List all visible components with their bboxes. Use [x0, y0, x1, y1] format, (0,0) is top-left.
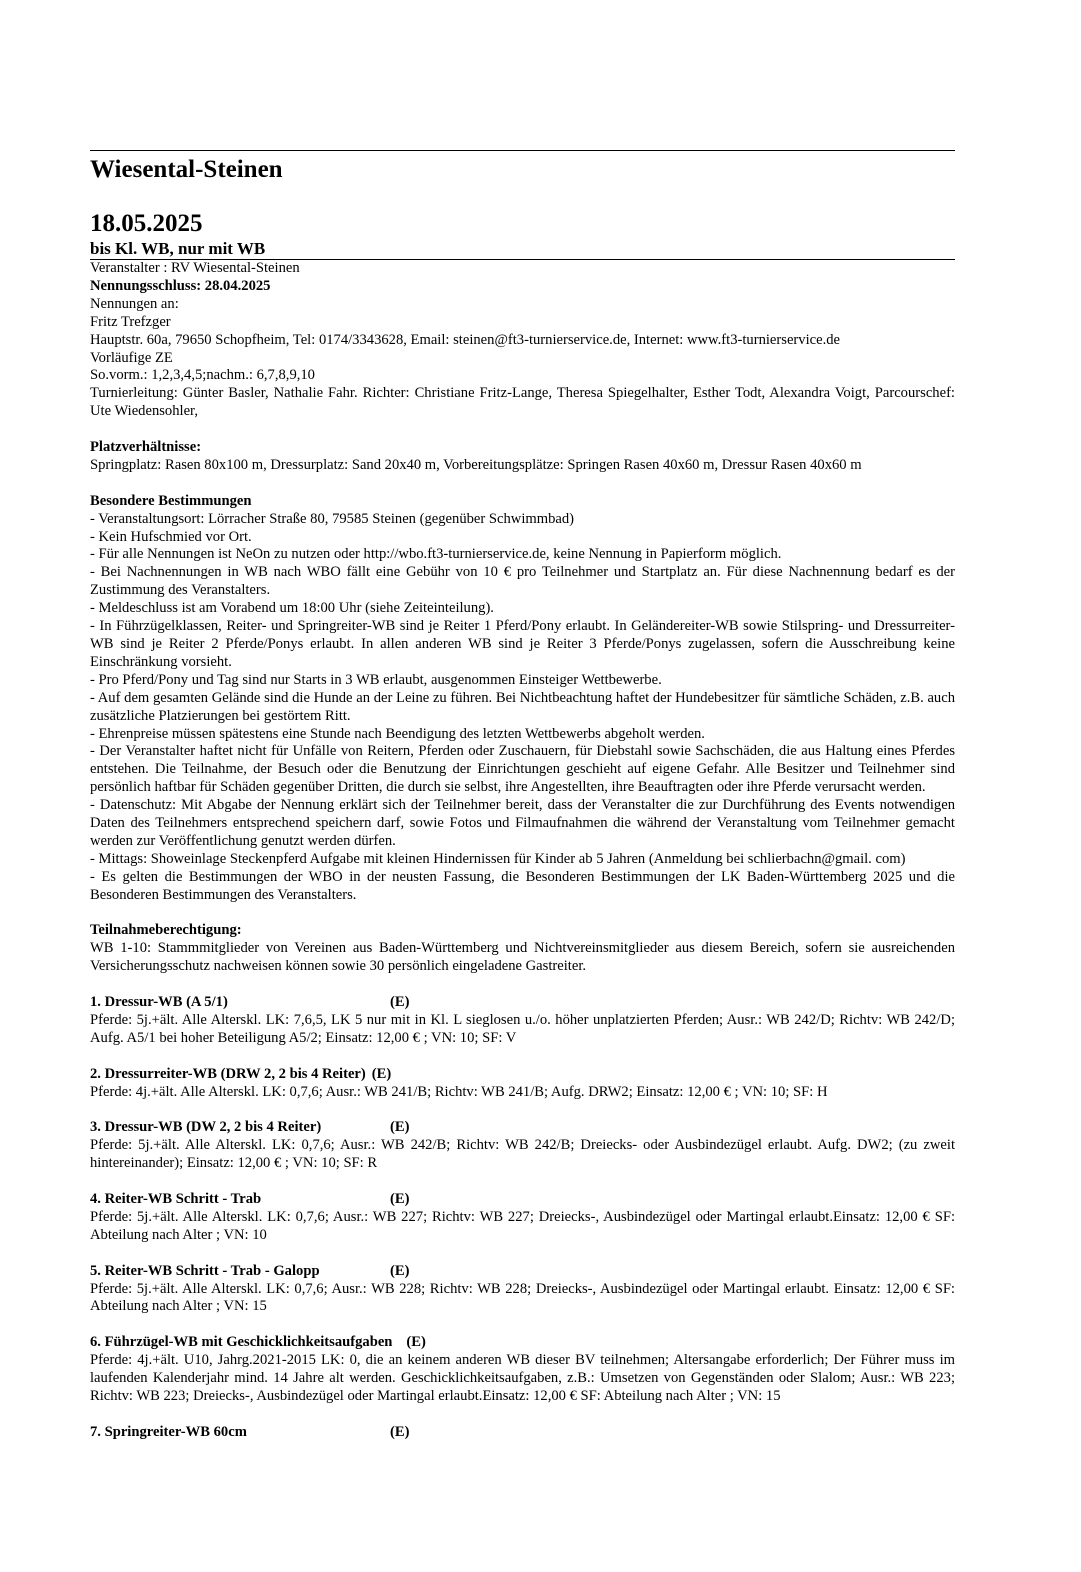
- competition-3: [90, 1119, 955, 1173]
- competition-2: [90, 1066, 955, 1102]
- competition-name: 1. Dressur-WB (A 5/1): [90, 994, 228, 1011]
- besondere-item: - Datenschutz: Mit Abgabe der Nennung erklärt sich der Teilnehmer bereit, dass der Veranstalter die zur Durchführung des Events notwendigen Daten des Teilnehmers entsprechend speichern darf, sowie Fotos und Filmaufnahmen die während der Veranstaltung vom Teilnehmer gemacht werden zur Veröffentlichung genutzt werden dürfen.: [90, 797, 955, 849]
- besondere-item: - Der Veranstalter haftet nicht für Unfälle von Reitern, Pferden oder Zuschauern, für Diebstahl sowie Sachschäden, die aus Haltung eines Pferdes entstehen. Die Teilnahme, der Besuch oder die Benutzung der Einrichtungen geschieht auf eigene Gefahr. Alle Besitzer und Teilnehmer sind persönlich haftbar für Schäden gegenüber Dritten, die durch sie selbst, ihre Angestellten, ihre Beauftragten oder ihre Pferde verursacht werden.: [90, 743, 955, 796]
- platz-heading: Platzverhältnisse:: [90, 439, 202, 456]
- competition-mark: (E): [390, 994, 410, 1011]
- competition-details: Pferde: 5j.+ält. Alle Alterskl. LK: 0,7,6; Ausr.: WB 228; Richtv: WB 228; Dreiecks-, Ausbindezügel oder Martingal erlaubt. Einsatz: 12,00 € SF: Abteilung nach Alter ; VN: 15: [90, 1280, 955, 1315]
- event-subtitle: bis Kl. WB, nur mit WB: [90, 239, 266, 258]
- competition-7: [90, 1424, 955, 1442]
- besondere-item: - Ehrenpreise müssen spätestens eine Stunde nach Beendigung des letzten Wettbewerbs abgeholt werden.: [90, 725, 705, 742]
- besondere-item: - Veranstaltungsort: Lörracher Straße 80, 79585 Steinen (gegenüber Schwimmbad): [90, 510, 575, 527]
- info-block: [90, 260, 955, 421]
- besondere-item: - Meldeschluss ist am Vorabend um 18:00 Uhr (siehe Zeiteinteilung).: [90, 600, 494, 617]
- competition-4: [90, 1191, 955, 1245]
- competition-name: 3. Dressur-WB (DW 2, 2 bis 4 Reiter): [90, 1119, 322, 1136]
- competition-title: [90, 1263, 955, 1281]
- competition-mark: (E): [390, 1262, 410, 1279]
- besondere-item: - Kein Hufschmied vor Ort.: [90, 528, 252, 545]
- schedule-line: So.vorm.: 1,2,3,4,5;nachm.: 6,7,8,9,10: [90, 367, 315, 384]
- competition-title: [90, 1191, 955, 1209]
- competition-name: 5. Reiter-WB Schritt - Trab - Galopp: [90, 1262, 320, 1279]
- competition-mark: (E): [371, 1065, 392, 1082]
- ze-line: Vorläufige ZE: [90, 349, 173, 366]
- top-rule: [90, 150, 955, 151]
- competition-mark: (E): [406, 1334, 426, 1351]
- competition-title: [90, 1424, 955, 1442]
- besondere-item: - In Führzügelklassen, Reiter- und Springreiter-WB sind je Reiter 1 Pferd/Pony erlaubt. In Geländereiter-WB sowie Stilspring- und Dressurreiter-WB sind je Reiter 2 Pferde/Ponys erlaubt. In allen anderen WB sind je Reiter 3 Pferde/Ponys zugelassen, sofern die Ausschreibung keine Einschränkung vorsieht.: [90, 618, 955, 670]
- besondere-item: - Auf dem gesamten Gelände sind die Hunde an der Leine zu führen. Bei Nichtbeachtung haftet der Hundebesitzer für sämtliche Schäden, z.B. auch zusätzliche Platzierungen bei gestörtem Ritt.: [90, 689, 955, 724]
- competition-title: [90, 994, 955, 1012]
- competition-title: [90, 1334, 955, 1352]
- nennungsschluss-date: 28.04.2025: [204, 277, 271, 294]
- document-page: [90, 150, 955, 1442]
- besondere-item: - Mittags: Showeinlage Steckenpferd Aufgabe mit kleinen Hindernissen für Kinder ab 5 Jahren (Anmeldung bei schlierbachn@gmail. com): [90, 850, 906, 867]
- officials-line: Turnierleitung: Günter Basler, Nathalie Fahr. Richter: Christiane Fritz-Lange, Theresa Spiegelhalter, Esther Todt, Alexandra Voigt, Parcourschef: Ute Wiedensohler,: [90, 385, 955, 420]
- competition-name: 4. Reiter-WB Schritt - Trab: [90, 1191, 262, 1208]
- competition-5: [90, 1263, 955, 1317]
- competition-details: Pferde: 4j.+ält. U10, Jahrg.2021-2015 LK: 0, die an keinem anderen WB dieser BV teilnehmen; Altersangabe erforderlich; Der Führer muss im laufenden Kalenderjahr mind. 14 Jahre alt werden. Geschicklichkeitsaufgaben, z.B.: Umsetzen von Gegenständen oder Slalom; Ausr.: WB 223; Richtv: WB 223; Dreiecks-, Ausbindezügel oder Martingal erlaubt.Einsatz: 12,00 € SF: Abteilung nach Alter ; VN: 15: [90, 1352, 955, 1404]
- besondere-section: [90, 493, 955, 905]
- competition-6: [90, 1334, 955, 1406]
- teilnahme-text: WB 1-10: Stammmitglieder von Vereinen aus Baden-Württemberg und Nichtvereinsmitglieder aus diesem Bereich, sofern sie ausreichenden Versicherungsschutz nachweisen können sowie 30 persönlich eingeladene Gastreiter.: [90, 940, 955, 975]
- competition-mark: (E): [390, 1119, 410, 1136]
- nennungsschluss-label: Nennungsschluss:: [90, 277, 202, 294]
- nennungsschluss-line: [90, 278, 955, 296]
- contact-details: Hauptstr. 60a, 79650 Schopfheim, Tel: 0174/3343628, Email: steinen@ft3-turnierservice.de, Internet: www.ft3-turnierservice.de: [90, 331, 841, 348]
- contact-name: Fritz Trefzger: [90, 313, 171, 330]
- besondere-item: - Bei Nachnennungen in WB nach WBO fällt eine Gebühr von 10 € pro Teilnehmer und Startplatz an. Für diese Nachnennung bedarf es der Zustimmung des Veranstalters.: [90, 564, 955, 599]
- competition-title: [90, 1066, 955, 1084]
- besondere-heading: Besondere Bestimmungen: [90, 492, 252, 509]
- besondere-item: - Es gelten die Bestimmungen der WBO in der neusten Fassung, die Besonderen Bestimmungen der LK Baden-Württemberg 2025 und die Besonderen Bestimmungen des Veranstalters.: [90, 868, 955, 903]
- nennungen-an-line: Nennungen an:: [90, 295, 179, 312]
- competition-1: [90, 994, 955, 1048]
- competition-details: Pferde: 4j.+ält. Alle Alterskl. LK: 0,7,6; Ausr.: WB 241/B; Richtv: WB 241/B; Aufg. DRW2; Einsatz: 12,00 € ; VN: 10; SF: H: [90, 1083, 828, 1100]
- competition-title: [90, 1119, 955, 1137]
- competition-name: 2. Dressurreiter-WB (DRW 2, 2 bis 4 Reiter): [90, 1065, 366, 1082]
- competition-name: 7. Springreiter-WB 60cm: [90, 1423, 247, 1440]
- besondere-item: - Für alle Nennungen ist NeOn zu nutzen oder http://wbo.ft3-turnierservice.de, keine Nennung in Papierform möglich.: [90, 546, 782, 563]
- besondere-item: - Pro Pferd/Pony und Tag sind nur Starts in 3 WB erlaubt, ausgenommen Einsteiger Wettbewerbe.: [90, 671, 662, 688]
- competition-name: 6. Führzügel-WB mit Geschicklichkeitsaufgaben: [90, 1334, 393, 1351]
- competition-details: Pferde: 5j.+ält. Alle Alterskl. LK: 7,6,5, LK 5 nur mit in Kl. L sieglosen u./o. höher unplatzierten Pferden; Ausr.: WB 242/D; Richtv: WB 242/D; Aufg. A5/1 bei hoher Beteiligung A5/2; Einsatz: 12,00 € ; VN: 10; SF: V: [90, 1012, 955, 1046]
- competition-mark: (E): [390, 1423, 410, 1440]
- teilnahme-section: [90, 922, 955, 976]
- competition-details: Pferde: 5j.+ält. Alle Alterskl. LK: 0,7,6; Ausr.: WB 227; Richtv: WB 227; Dreiecks-, Ausbindezügel oder Martingal erlaubt.Einsatz: 12,00 € SF: Abteilung nach Alter ; VN: 10: [90, 1208, 955, 1243]
- veranstalter-line: Veranstalter : RV Wiesental-Steinen: [90, 260, 300, 276]
- competition-details: Pferde: 5j.+ält. Alle Alterskl. LK: 0,7,6; Ausr.: WB 242/B; Richtv: WB 242/B; Dreiecks- oder Ausbindezügel erlaubt. Aufg. DW2; (zu zweit hintereinander); Einsatz: 12,00 € ; VN: 10; SF: R: [90, 1137, 955, 1172]
- event-place-heading: Wiesental-Steinen: [90, 156, 283, 183]
- teilnahme-heading: Teilnahmeberechtigung:: [90, 922, 242, 939]
- platz-text: Springplatz: Rasen 80x100 m, Dressurplatz: Sand 20x40 m, Vorbereitungsplätze: Springen Rasen 40x60 m, Dressur Rasen 40x60 m: [90, 456, 862, 473]
- competition-mark: (E): [390, 1191, 410, 1208]
- event-date-heading: 18.05.2025: [90, 210, 203, 237]
- platz-section: [90, 439, 955, 475]
